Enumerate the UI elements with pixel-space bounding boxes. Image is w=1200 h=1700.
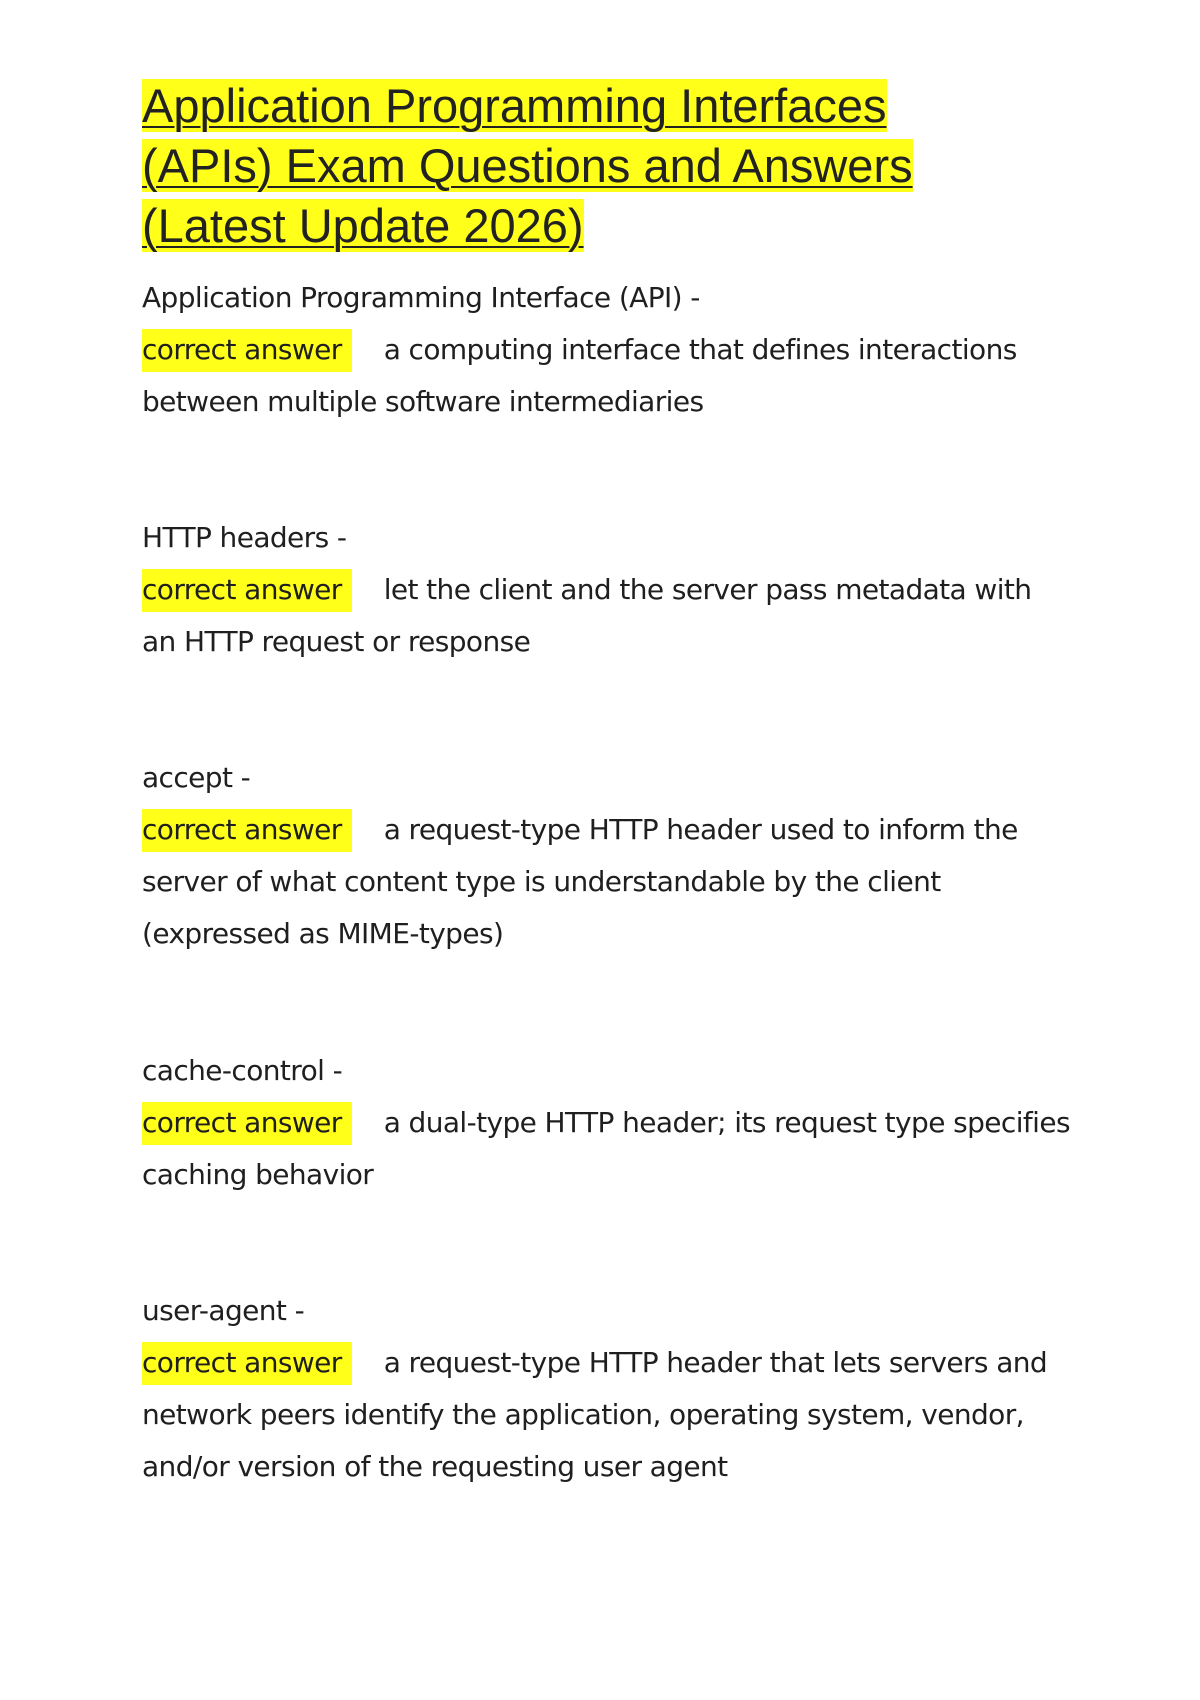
- question-term: accept -: [142, 761, 251, 794]
- qa-item: [142, 272, 1072, 428]
- title-line-3: (Latest Update 2026): [142, 199, 584, 252]
- answer-text: a request-type HTTP header that lets servers and network peers identify the application, operating system, vendor, and/or version of the requesting user agent: [142, 1346, 1048, 1483]
- question-term: cache-control -: [142, 1054, 343, 1087]
- document-title: [142, 76, 982, 256]
- title-line-2: (APIs) Exam Questions and Answers: [142, 139, 913, 192]
- answer-paragraph: [142, 1337, 1072, 1493]
- correct-answer-label: correct answer: [142, 329, 352, 372]
- correct-answer-label: correct answer: [142, 809, 352, 852]
- qa-item: [142, 1285, 1072, 1493]
- question-term: Application Programming Interface (API) -: [142, 281, 700, 314]
- answer-paragraph: [142, 564, 1072, 668]
- question-term: user-agent -: [142, 1294, 305, 1327]
- correct-answer-label: correct answer: [142, 1102, 352, 1145]
- title-line-1: Application Programming Interfaces: [142, 79, 887, 132]
- qa-item: [142, 512, 1072, 668]
- answer-text: a dual-type HTTP header; its request type specifies caching behavior: [142, 1106, 1070, 1191]
- answer-paragraph: [142, 804, 1072, 960]
- correct-answer-label: correct answer: [142, 1342, 352, 1385]
- answer-text: a computing interface that defines interactions between multiple software intermediaries: [142, 333, 1017, 418]
- qa-item: [142, 752, 1072, 960]
- question-term: HTTP headers -: [142, 521, 347, 554]
- answer-text: a request-type HTTP header used to inform the server of what content type is understandable by the client (expressed as MIME-types): [142, 813, 1018, 950]
- correct-answer-label: correct answer: [142, 569, 352, 612]
- answer-text: let the client and the server pass metadata with an HTTP request or response: [142, 573, 1032, 658]
- qa-item: [142, 1045, 1072, 1201]
- answer-paragraph: [142, 1097, 1072, 1201]
- answer-paragraph: [142, 324, 1072, 428]
